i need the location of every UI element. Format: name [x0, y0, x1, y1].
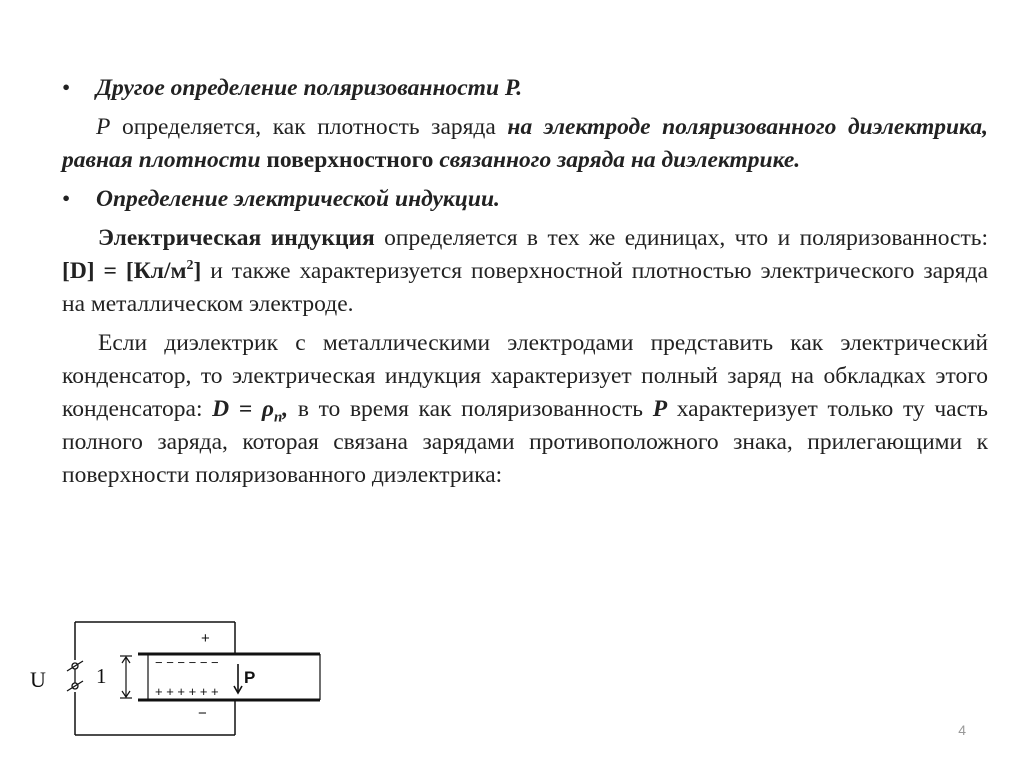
bullet-polarization-definition — [62, 72, 988, 105]
paragraph-text: Электрическая индукция — [98, 225, 375, 251]
paragraph-text: на электроде поляризованного диэлектрика, равная плотности — [62, 114, 988, 173]
top-charge: + — [201, 630, 210, 647]
formula-text: , — [282, 396, 289, 422]
paragraph-induction — [62, 222, 988, 321]
paragraph-text: и также характеризуется поверхностной плотностью электрического заряда на металлическом электроде. — [62, 258, 988, 317]
paragraph-text: характеризует только ту часть полного заряда, которая связана зарядами противоположного знака, прилегающими к поверхности поляризованного диэлектрика: — [62, 396, 988, 488]
paragraph-text: связанного заряда на диэлектрике. — [433, 147, 801, 173]
paragraph-text: Если диэлектрик с металлическими электродами представить как электрический конденсатор, то электрическая индукция характеризует полный заряд на обкладках этого конденсатора: — [62, 330, 988, 422]
terminals — [67, 661, 83, 691]
positive-charges-row: + + + + + + — [155, 684, 219, 699]
formula-units — [62, 258, 201, 284]
formula-text: D = ρ — [212, 396, 274, 422]
bullet-induction-definition — [62, 183, 988, 216]
bullet-marker: • — [62, 75, 71, 101]
paragraph-text: определяется в тех же единицах, что и поляризованность: — [374, 225, 988, 251]
paragraph-polarization — [62, 111, 988, 177]
paragraph-text: определяется, как плотность заряда — [110, 114, 508, 140]
formula-d — [212, 396, 289, 426]
bullet-text: Определение электрической индукции. — [96, 186, 500, 212]
symbol-p: P — [652, 396, 668, 422]
formula-text: [D] = [Кл/м — [62, 258, 187, 284]
paragraph-capacitor — [62, 327, 988, 492]
formula-sub: п — [273, 409, 283, 426]
bullet-text: Другое определение поляризованности P. — [96, 75, 523, 101]
formula-sup: 2 — [186, 258, 194, 274]
capacitor-diagram — [28, 610, 348, 745]
symbol-p: P — [96, 114, 111, 140]
bullet-marker: • — [62, 186, 71, 212]
slide-content — [62, 72, 988, 498]
paragraph-text: поверхностного — [266, 147, 434, 173]
negative-charges-row: − − − − − − — [155, 655, 219, 670]
thickness-label: 1 — [96, 664, 107, 688]
polarization-label: P — [244, 668, 256, 687]
formula-text: ] — [193, 258, 202, 284]
bottom-charge: − — [198, 705, 207, 722]
paragraph-text: в то время как поляризованность — [288, 396, 653, 422]
page-number: 4 — [958, 722, 966, 738]
polarization-arrow — [234, 664, 242, 693]
voltage-label: U — [30, 667, 46, 692]
thickness-arrow — [120, 656, 132, 698]
